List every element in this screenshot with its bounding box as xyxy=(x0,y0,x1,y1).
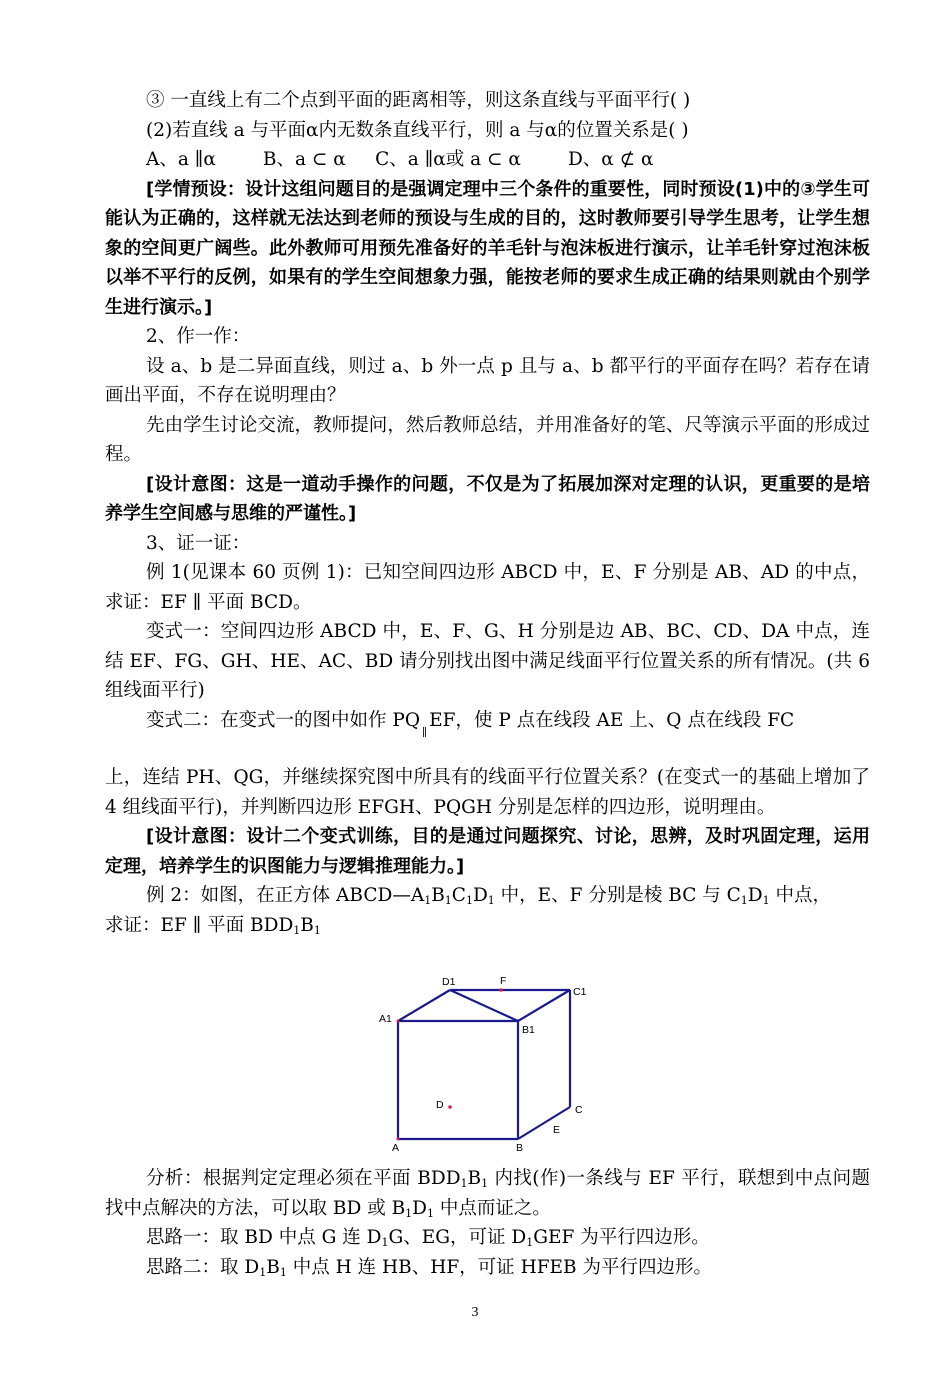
ex2-text: B xyxy=(431,885,445,906)
ex2-text: 例 2：如图，在正方体 ABCD—A xyxy=(146,885,425,906)
ex2-text: C xyxy=(451,885,466,906)
approach-1 xyxy=(105,1223,870,1253)
label-d: D xyxy=(436,1099,444,1111)
cube-points xyxy=(397,988,503,1140)
paragraph: 设 a、b 是二异面直线，则过 a、b 外一点 p 且与 a、b 都平行的平面存在吗？若存在请画出平面，不存在说明理由？ xyxy=(105,355,870,406)
design-note-3: [设计意图：设计二个变式训练，目的是通过问题探究、讨论，思辨，及时巩固定理，运用定理，培养学生的识图能力与逻辑推理能力。] xyxy=(105,826,870,877)
approach-text: 思路一：取 BD 中点 G 连 D xyxy=(146,1227,382,1248)
subscript: 1 xyxy=(444,894,452,907)
parallel-symbol: ∥ xyxy=(422,725,428,739)
approach-text: 思路二：取 D xyxy=(146,1256,260,1278)
subscript: 1 xyxy=(460,1177,468,1190)
variant-2-text-b: EF，使 P 点在线段 AE 上、Q 点在线段 FC xyxy=(429,709,795,731)
analysis-text: D xyxy=(412,1197,428,1219)
ex2-text: 中，E、F 分别是棱 BC 与 C xyxy=(494,885,741,906)
paragraph: 先由学生讨论交流，教师提问，然后教师总结，并用准备好的笔、尺等演示平面的形成过程。 xyxy=(105,414,870,465)
example-1: 例 1(见课本 60 页例 1)：已知空间四边形 ABCD 中，E、F 分别是 AB、AD 的中点，求证：EF ∥ 平面 BCD。 xyxy=(105,562,870,613)
subscript: 1 xyxy=(293,923,301,937)
subscript: 1 xyxy=(740,894,748,907)
analysis-section xyxy=(105,1164,870,1282)
subscript: 1 xyxy=(427,1206,435,1220)
approach-2 xyxy=(105,1253,870,1283)
approach-text: B xyxy=(266,1256,280,1278)
label-a1: A1 xyxy=(379,1013,392,1025)
ex2-text: 中点， xyxy=(769,885,832,906)
label-b: B xyxy=(516,1142,524,1154)
cube-edges xyxy=(398,990,570,1139)
ex2-text: 求证：EF ∥ 平面 BDD xyxy=(105,914,294,936)
label-c1: C1 xyxy=(573,986,587,998)
subscript: 1 xyxy=(313,923,321,937)
subscript: 1 xyxy=(481,1177,489,1190)
edge-b1-c1 xyxy=(518,990,570,1021)
section-heading-2: 2、作一作： xyxy=(146,326,251,347)
cube-labels xyxy=(379,975,587,1154)
analysis-text: 内找(作)一条线与 EF 平行，联想到中点问题找中点解决的方法，可以取 BD 或 B xyxy=(105,1168,870,1219)
design-note-2: [设计意图：这是一道动手操作的问题，不仅是为了拓展加深对定理的认识，更重要的是培养学生空间感与思维的严谨性。] xyxy=(105,473,870,524)
text-line: ③ 一直线上有二个点到平面的距离相等，则这条直线与平面平行( ) xyxy=(146,90,691,111)
cube-figure xyxy=(370,968,600,1156)
text-line: (2)若直线 a 与平面α内无数条直线平行，则 a 与α的位置关系是( ) xyxy=(146,119,689,141)
cube-diagram xyxy=(370,968,600,1156)
subscript: 1 xyxy=(259,1265,267,1279)
point-a xyxy=(397,1138,400,1141)
subscript: 1 xyxy=(279,1265,287,1279)
edge-d1-b1 xyxy=(450,990,518,1021)
subscript: 1 xyxy=(405,1206,413,1220)
approach-text: G、EG，可证 D xyxy=(388,1227,527,1248)
subscript: 1 xyxy=(381,1236,389,1249)
subscript: 1 xyxy=(762,894,770,907)
subscript: 1 xyxy=(526,1236,534,1249)
design-note-1: [学情预设：设计这组问题目的是强调定理中三个条件的重要性，同时预设(1)中的③学生可能认为正确的，这样就无法达到老师的预设与生成的目的，这时教师要引导学生思考，让学生想象的空间更广阔些。此外教师可用预先准备好的羊毛针与泡沫板进行演示，让羊毛针穿过泡沫板以举不平行的反例，如果有的学生空间想象力强，能按老师的要求生成正确的结果则就由个别学生进行演示。] xyxy=(105,178,870,318)
label-a: A xyxy=(392,1142,400,1154)
label-d1: D1 xyxy=(442,976,456,988)
analysis-text: B xyxy=(467,1168,482,1189)
section-heading-3: 3、证一证： xyxy=(146,532,251,554)
options-line: A、a ∥α B、a ⊂ α C、a ∥α或 a ⊂ α D、α ⊄ α xyxy=(146,149,654,170)
ex2-text: D xyxy=(747,885,763,906)
variant-1: 变式一：空间四边形 ABCD 中，E、F、G、H 分别是边 AB、BC、CD、DA 中点，连结 EF、FG、GH、HE、AC、BD 请分别找出图中满足线面平行位置关系的所有情况。(共 6 组线面平行) xyxy=(105,621,870,701)
label-b1: B1 xyxy=(522,1024,535,1036)
document-body xyxy=(105,86,870,940)
label-c: C xyxy=(575,1104,583,1116)
point-a1 xyxy=(397,1020,400,1023)
variant-2-text-a: 变式二：在变式一的图中如作 PQ xyxy=(146,709,420,731)
analysis-text: 分析：根据判定定理必须在平面 BDD xyxy=(146,1168,461,1189)
subscript: 1 xyxy=(487,894,495,907)
variant-2-continuation: 上，连结 PH、QG，并继续探究图中所具有的线面平行位置关系？(在变式一的基础上增加了 4 组线面平行)，并判断四边形 EFGH、PQGH 分别是怎样的四边形，说明理由。 xyxy=(105,767,870,818)
subscript: 1 xyxy=(424,894,432,907)
page-number: 3 xyxy=(471,1305,479,1320)
approach-text: GEF 为平行四边形。 xyxy=(533,1227,710,1248)
label-e: E xyxy=(553,1124,561,1136)
label-f: F xyxy=(500,975,507,987)
edge-a1-d1 xyxy=(398,990,450,1021)
point-d xyxy=(448,1105,452,1109)
example-2 xyxy=(105,881,870,940)
point-f xyxy=(499,988,503,992)
variant-2-line xyxy=(105,706,870,738)
edge-b-c xyxy=(518,1107,570,1139)
subscript: 1 xyxy=(465,894,473,907)
ex2-text: B xyxy=(300,914,314,936)
analysis-paragraph xyxy=(105,1164,870,1223)
analysis-text: 中点而证之。 xyxy=(434,1197,551,1219)
ex2-text: D xyxy=(472,885,488,906)
approach-text: 中点 H 连 HB、HF，可证 HFEB 为平行四边形。 xyxy=(286,1256,713,1278)
